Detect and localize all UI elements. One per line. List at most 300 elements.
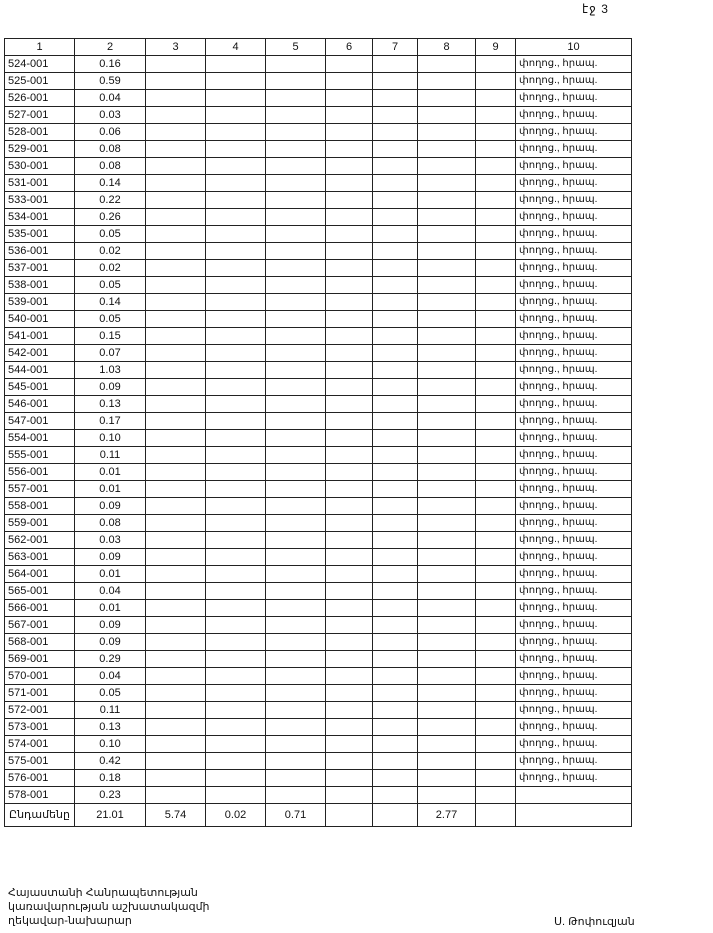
empty-cell-col-7 bbox=[373, 90, 418, 107]
empty-cell-col-7 bbox=[373, 719, 418, 736]
empty-cell-col-8 bbox=[418, 243, 476, 260]
total-col-6 bbox=[326, 804, 373, 827]
land-use-cell: փողոց., հրապ. bbox=[516, 209, 632, 226]
empty-cell-col-6 bbox=[326, 787, 373, 804]
table-row bbox=[5, 753, 632, 770]
empty-cell-col-5 bbox=[266, 175, 326, 192]
table-body bbox=[5, 56, 632, 804]
empty-cell-col-3 bbox=[146, 447, 206, 464]
total-col-9 bbox=[476, 804, 516, 827]
page-number: էջ 3 bbox=[582, 2, 609, 16]
empty-cell-col-3 bbox=[146, 498, 206, 515]
table-row bbox=[5, 345, 632, 362]
area-value-cell: 0.05 bbox=[75, 277, 146, 294]
land-use-cell: փողոց., հրապ. bbox=[516, 515, 632, 532]
empty-cell-col-3 bbox=[146, 668, 206, 685]
empty-cell-col-6 bbox=[326, 719, 373, 736]
table-row bbox=[5, 583, 632, 600]
area-value-cell: 0.03 bbox=[75, 107, 146, 124]
empty-cell-col-4 bbox=[206, 430, 266, 447]
empty-cell-col-4 bbox=[206, 56, 266, 73]
empty-cell-col-8 bbox=[418, 668, 476, 685]
table-row bbox=[5, 158, 632, 175]
empty-cell-col-4 bbox=[206, 685, 266, 702]
plot-code-cell: 568-001 bbox=[5, 634, 75, 651]
table-row bbox=[5, 328, 632, 345]
plot-code-cell: 557-001 bbox=[5, 481, 75, 498]
empty-cell-col-8 bbox=[418, 770, 476, 787]
empty-cell-col-5 bbox=[266, 515, 326, 532]
empty-cell-col-3 bbox=[146, 243, 206, 260]
header-row bbox=[5, 39, 632, 56]
table-row bbox=[5, 719, 632, 736]
plot-code-cell: 556-001 bbox=[5, 464, 75, 481]
empty-cell-col-3 bbox=[146, 73, 206, 90]
plot-code-cell: 540-001 bbox=[5, 311, 75, 328]
empty-cell-col-6 bbox=[326, 345, 373, 362]
empty-cell-col-5 bbox=[266, 464, 326, 481]
land-use-cell: փողոց., հրապ. bbox=[516, 226, 632, 243]
empty-cell-col-9 bbox=[476, 328, 516, 345]
land-use-cell: փողոց., հրապ. bbox=[516, 413, 632, 430]
table-row bbox=[5, 192, 632, 209]
empty-cell-col-9 bbox=[476, 566, 516, 583]
empty-cell-col-3 bbox=[146, 719, 206, 736]
empty-cell-col-7 bbox=[373, 685, 418, 702]
land-use-cell: փողոց., հրապ. bbox=[516, 175, 632, 192]
empty-cell-col-6 bbox=[326, 464, 373, 481]
plot-code-cell: 537-001 bbox=[5, 260, 75, 277]
empty-cell-col-4 bbox=[206, 192, 266, 209]
area-value-cell: 0.09 bbox=[75, 379, 146, 396]
empty-cell-col-4 bbox=[206, 515, 266, 532]
empty-cell-col-7 bbox=[373, 124, 418, 141]
empty-cell-col-9 bbox=[476, 294, 516, 311]
empty-cell-col-9 bbox=[476, 651, 516, 668]
empty-cell-col-8 bbox=[418, 328, 476, 345]
land-use-cell: փողոց., հրապ. bbox=[516, 685, 632, 702]
empty-cell-col-9 bbox=[476, 719, 516, 736]
footer-line-2: կառավարության աշխատակազմի bbox=[8, 901, 210, 913]
plot-code-cell: 529-001 bbox=[5, 141, 75, 158]
plot-code-cell: 539-001 bbox=[5, 294, 75, 311]
table-row bbox=[5, 277, 632, 294]
empty-cell-col-3 bbox=[146, 634, 206, 651]
empty-cell-col-8 bbox=[418, 498, 476, 515]
plot-code-cell: 526-001 bbox=[5, 90, 75, 107]
empty-cell-col-3 bbox=[146, 481, 206, 498]
empty-cell-col-7 bbox=[373, 226, 418, 243]
area-value-cell: 0.11 bbox=[75, 447, 146, 464]
empty-cell-col-6 bbox=[326, 685, 373, 702]
empty-cell-col-4 bbox=[206, 209, 266, 226]
empty-cell-col-8 bbox=[418, 107, 476, 124]
plot-code-cell: 576-001 bbox=[5, 770, 75, 787]
empty-cell-col-7 bbox=[373, 583, 418, 600]
col-header-10: 10 bbox=[516, 39, 632, 56]
empty-cell-col-8 bbox=[418, 209, 476, 226]
empty-cell-col-8 bbox=[418, 277, 476, 294]
empty-cell-col-7 bbox=[373, 209, 418, 226]
empty-cell-col-5 bbox=[266, 73, 326, 90]
empty-cell-col-4 bbox=[206, 124, 266, 141]
empty-cell-col-7 bbox=[373, 175, 418, 192]
area-value-cell: 0.08 bbox=[75, 141, 146, 158]
plot-code-cell: 541-001 bbox=[5, 328, 75, 345]
empty-cell-col-3 bbox=[146, 430, 206, 447]
empty-cell-col-9 bbox=[476, 702, 516, 719]
area-value-cell: 0.05 bbox=[75, 311, 146, 328]
empty-cell-col-3 bbox=[146, 515, 206, 532]
empty-cell-col-8 bbox=[418, 549, 476, 566]
land-use-cell: փողոց., հրապ. bbox=[516, 651, 632, 668]
plot-code-cell: 567-001 bbox=[5, 617, 75, 634]
land-use-cell: փողոց., հրապ. bbox=[516, 192, 632, 209]
empty-cell-col-3 bbox=[146, 651, 206, 668]
empty-cell-col-9 bbox=[476, 787, 516, 804]
land-use-cell: փողոց., հրապ. bbox=[516, 141, 632, 158]
table-row bbox=[5, 668, 632, 685]
empty-cell-col-8 bbox=[418, 379, 476, 396]
table-row bbox=[5, 634, 632, 651]
empty-cell-col-8 bbox=[418, 73, 476, 90]
empty-cell-col-5 bbox=[266, 243, 326, 260]
empty-cell-col-6 bbox=[326, 668, 373, 685]
empty-cell-col-5 bbox=[266, 362, 326, 379]
table-row bbox=[5, 56, 632, 73]
empty-cell-col-9 bbox=[476, 277, 516, 294]
empty-cell-col-8 bbox=[418, 294, 476, 311]
empty-cell-col-6 bbox=[326, 430, 373, 447]
empty-cell-col-9 bbox=[476, 56, 516, 73]
empty-cell-col-7 bbox=[373, 447, 418, 464]
plot-code-cell: 564-001 bbox=[5, 566, 75, 583]
plot-code-cell: 574-001 bbox=[5, 736, 75, 753]
area-value-cell: 0.09 bbox=[75, 549, 146, 566]
area-value-cell: 0.14 bbox=[75, 294, 146, 311]
empty-cell-col-3 bbox=[146, 226, 206, 243]
area-value-cell: 0.10 bbox=[75, 430, 146, 447]
empty-cell-col-9 bbox=[476, 736, 516, 753]
empty-cell-col-5 bbox=[266, 158, 326, 175]
total-col-4: 0.02 bbox=[206, 804, 266, 827]
empty-cell-col-3 bbox=[146, 702, 206, 719]
empty-cell-col-4 bbox=[206, 736, 266, 753]
table-row bbox=[5, 141, 632, 158]
empty-cell-col-7 bbox=[373, 396, 418, 413]
empty-cell-col-9 bbox=[476, 634, 516, 651]
total-col-3: 5.74 bbox=[146, 804, 206, 827]
empty-cell-col-5 bbox=[266, 753, 326, 770]
land-use-cell: փողոց., հրապ. bbox=[516, 719, 632, 736]
empty-cell-col-9 bbox=[476, 583, 516, 600]
empty-cell-col-4 bbox=[206, 634, 266, 651]
empty-cell-col-8 bbox=[418, 515, 476, 532]
empty-cell-col-9 bbox=[476, 498, 516, 515]
plot-code-cell: 542-001 bbox=[5, 345, 75, 362]
land-use-cell: փողոց., հրապ. bbox=[516, 464, 632, 481]
empty-cell-col-7 bbox=[373, 243, 418, 260]
empty-cell-col-6 bbox=[326, 73, 373, 90]
empty-cell-col-6 bbox=[326, 617, 373, 634]
empty-cell-col-5 bbox=[266, 447, 326, 464]
table-row bbox=[5, 260, 632, 277]
col-header-3: 3 bbox=[146, 39, 206, 56]
empty-cell-col-4 bbox=[206, 243, 266, 260]
empty-cell-col-5 bbox=[266, 141, 326, 158]
empty-cell-col-4 bbox=[206, 719, 266, 736]
table-row bbox=[5, 90, 632, 107]
empty-cell-col-6 bbox=[326, 260, 373, 277]
area-value-cell: 0.14 bbox=[75, 175, 146, 192]
empty-cell-col-5 bbox=[266, 583, 326, 600]
empty-cell-col-4 bbox=[206, 158, 266, 175]
plot-code-cell: 571-001 bbox=[5, 685, 75, 702]
empty-cell-col-4 bbox=[206, 294, 266, 311]
land-use-cell: փողոց., հրապ. bbox=[516, 617, 632, 634]
empty-cell-col-7 bbox=[373, 668, 418, 685]
area-value-cell: 0.01 bbox=[75, 481, 146, 498]
empty-cell-col-3 bbox=[146, 464, 206, 481]
empty-cell-col-9 bbox=[476, 549, 516, 566]
land-use-cell: փողոց., հրապ. bbox=[516, 736, 632, 753]
empty-cell-col-6 bbox=[326, 243, 373, 260]
empty-cell-col-7 bbox=[373, 294, 418, 311]
table-row bbox=[5, 107, 632, 124]
land-use-cell: փողոց., հրապ. bbox=[516, 311, 632, 328]
empty-cell-col-9 bbox=[476, 141, 516, 158]
empty-cell-col-8 bbox=[418, 141, 476, 158]
empty-cell-col-8 bbox=[418, 396, 476, 413]
empty-cell-col-6 bbox=[326, 447, 373, 464]
area-value-cell: 0.02 bbox=[75, 243, 146, 260]
empty-cell-col-5 bbox=[266, 345, 326, 362]
plot-code-cell: 534-001 bbox=[5, 209, 75, 226]
empty-cell-col-8 bbox=[418, 753, 476, 770]
table-row bbox=[5, 175, 632, 192]
empty-cell-col-8 bbox=[418, 566, 476, 583]
empty-cell-col-7 bbox=[373, 481, 418, 498]
land-use-cell: փողոց., հրապ. bbox=[516, 396, 632, 413]
empty-cell-col-3 bbox=[146, 379, 206, 396]
plot-code-cell: 555-001 bbox=[5, 447, 75, 464]
table-row bbox=[5, 685, 632, 702]
empty-cell-col-9 bbox=[476, 362, 516, 379]
empty-cell-col-5 bbox=[266, 430, 326, 447]
empty-cell-col-7 bbox=[373, 158, 418, 175]
plot-code-cell: 578-001 bbox=[5, 787, 75, 804]
empty-cell-col-5 bbox=[266, 685, 326, 702]
land-use-cell: փողոց., հրապ. bbox=[516, 243, 632, 260]
empty-cell-col-7 bbox=[373, 651, 418, 668]
empty-cell-col-3 bbox=[146, 362, 206, 379]
plot-code-cell: 524-001 bbox=[5, 56, 75, 73]
land-use-cell: փողոց., հրապ. bbox=[516, 124, 632, 141]
area-value-cell: 0.03 bbox=[75, 532, 146, 549]
land-use-cell: փողոց., հրապ. bbox=[516, 532, 632, 549]
empty-cell-col-9 bbox=[476, 226, 516, 243]
empty-cell-col-6 bbox=[326, 566, 373, 583]
empty-cell-col-5 bbox=[266, 328, 326, 345]
empty-cell-col-6 bbox=[326, 311, 373, 328]
empty-cell-col-4 bbox=[206, 328, 266, 345]
table-row bbox=[5, 226, 632, 243]
empty-cell-col-8 bbox=[418, 702, 476, 719]
empty-cell-col-6 bbox=[326, 515, 373, 532]
plot-code-cell: 554-001 bbox=[5, 430, 75, 447]
empty-cell-col-4 bbox=[206, 311, 266, 328]
empty-cell-col-5 bbox=[266, 396, 326, 413]
area-value-cell: 1.03 bbox=[75, 362, 146, 379]
plot-code-cell: 563-001 bbox=[5, 549, 75, 566]
empty-cell-col-9 bbox=[476, 107, 516, 124]
empty-cell-col-8 bbox=[418, 226, 476, 243]
col-header-6: 6 bbox=[326, 39, 373, 56]
empty-cell-col-5 bbox=[266, 549, 326, 566]
area-value-cell: 0.11 bbox=[75, 702, 146, 719]
empty-cell-col-7 bbox=[373, 260, 418, 277]
land-use-cell: փողոց., հրապ. bbox=[516, 702, 632, 719]
area-value-cell: 0.08 bbox=[75, 515, 146, 532]
empty-cell-col-8 bbox=[418, 175, 476, 192]
empty-cell-col-7 bbox=[373, 277, 418, 294]
signatory-name: Ս. Թոփուզյան bbox=[554, 916, 635, 928]
total-col-2: 21.01 bbox=[75, 804, 146, 827]
empty-cell-col-8 bbox=[418, 345, 476, 362]
empty-cell-col-4 bbox=[206, 668, 266, 685]
empty-cell-col-4 bbox=[206, 345, 266, 362]
area-value-cell: 0.01 bbox=[75, 600, 146, 617]
table-row bbox=[5, 600, 632, 617]
empty-cell-col-8 bbox=[418, 651, 476, 668]
area-value-cell: 0.06 bbox=[75, 124, 146, 141]
plot-code-cell: 573-001 bbox=[5, 719, 75, 736]
empty-cell-col-4 bbox=[206, 600, 266, 617]
empty-cell-col-7 bbox=[373, 770, 418, 787]
total-col-5: 0.71 bbox=[266, 804, 326, 827]
plot-code-cell: 575-001 bbox=[5, 753, 75, 770]
empty-cell-col-5 bbox=[266, 498, 326, 515]
plot-code-cell: 530-001 bbox=[5, 158, 75, 175]
empty-cell-col-9 bbox=[476, 243, 516, 260]
empty-cell-col-4 bbox=[206, 379, 266, 396]
empty-cell-col-7 bbox=[373, 73, 418, 90]
empty-cell-col-6 bbox=[326, 651, 373, 668]
empty-cell-col-5 bbox=[266, 124, 326, 141]
empty-cell-col-7 bbox=[373, 515, 418, 532]
land-use-cell: փողոց., հրապ. bbox=[516, 260, 632, 277]
empty-cell-col-5 bbox=[266, 209, 326, 226]
empty-cell-col-7 bbox=[373, 328, 418, 345]
land-use-cell: փողոց., հրապ. bbox=[516, 158, 632, 175]
empty-cell-col-4 bbox=[206, 770, 266, 787]
area-value-cell: 0.29 bbox=[75, 651, 146, 668]
empty-cell-col-7 bbox=[373, 498, 418, 515]
empty-cell-col-6 bbox=[326, 141, 373, 158]
empty-cell-col-5 bbox=[266, 107, 326, 124]
empty-cell-col-7 bbox=[373, 345, 418, 362]
empty-cell-col-9 bbox=[476, 617, 516, 634]
empty-cell-col-7 bbox=[373, 702, 418, 719]
signature-title-block bbox=[8, 886, 210, 928]
empty-cell-col-5 bbox=[266, 277, 326, 294]
table-row bbox=[5, 787, 632, 804]
table-row bbox=[5, 362, 632, 379]
empty-cell-col-3 bbox=[146, 753, 206, 770]
empty-cell-col-4 bbox=[206, 753, 266, 770]
empty-cell-col-6 bbox=[326, 481, 373, 498]
empty-cell-col-6 bbox=[326, 124, 373, 141]
empty-cell-col-3 bbox=[146, 328, 206, 345]
col-header-7: 7 bbox=[373, 39, 418, 56]
footer-line-3: ղեկավար-նախարար bbox=[8, 915, 132, 927]
empty-cell-col-5 bbox=[266, 719, 326, 736]
footer-line-1: Հայաստանի Հանրապետության bbox=[8, 887, 198, 899]
plot-code-cell: 531-001 bbox=[5, 175, 75, 192]
total-col-7 bbox=[373, 804, 418, 827]
empty-cell-col-3 bbox=[146, 566, 206, 583]
empty-cell-col-5 bbox=[266, 600, 326, 617]
land-use-cell: փողոց., հրապ. bbox=[516, 566, 632, 583]
table-row bbox=[5, 464, 632, 481]
table-row bbox=[5, 651, 632, 668]
empty-cell-col-3 bbox=[146, 90, 206, 107]
empty-cell-col-6 bbox=[326, 736, 373, 753]
empty-cell-col-4 bbox=[206, 277, 266, 294]
empty-cell-col-8 bbox=[418, 634, 476, 651]
empty-cell-col-7 bbox=[373, 617, 418, 634]
total-label: Ընդամենը bbox=[5, 804, 75, 827]
empty-cell-col-4 bbox=[206, 73, 266, 90]
area-value-cell: 0.13 bbox=[75, 719, 146, 736]
empty-cell-col-4 bbox=[206, 107, 266, 124]
land-use-cell: փողոց., հրապ. bbox=[516, 770, 632, 787]
empty-cell-col-9 bbox=[476, 396, 516, 413]
empty-cell-col-9 bbox=[476, 685, 516, 702]
empty-cell-col-9 bbox=[476, 311, 516, 328]
empty-cell-col-6 bbox=[326, 413, 373, 430]
empty-cell-col-5 bbox=[266, 634, 326, 651]
empty-cell-col-8 bbox=[418, 90, 476, 107]
area-value-cell: 0.01 bbox=[75, 464, 146, 481]
col-header-1: 1 bbox=[5, 39, 75, 56]
empty-cell-col-5 bbox=[266, 226, 326, 243]
empty-cell-col-6 bbox=[326, 175, 373, 192]
area-value-cell: 0.04 bbox=[75, 668, 146, 685]
land-use-cell: փողոց., հրապ. bbox=[516, 345, 632, 362]
empty-cell-col-9 bbox=[476, 515, 516, 532]
empty-cell-col-5 bbox=[266, 311, 326, 328]
table-row bbox=[5, 124, 632, 141]
plot-code-cell: 544-001 bbox=[5, 362, 75, 379]
empty-cell-col-5 bbox=[266, 260, 326, 277]
area-value-cell: 0.18 bbox=[75, 770, 146, 787]
empty-cell-col-6 bbox=[326, 600, 373, 617]
empty-cell-col-3 bbox=[146, 345, 206, 362]
empty-cell-col-9 bbox=[476, 90, 516, 107]
area-value-cell: 0.05 bbox=[75, 685, 146, 702]
empty-cell-col-4 bbox=[206, 787, 266, 804]
empty-cell-col-7 bbox=[373, 464, 418, 481]
empty-cell-col-7 bbox=[373, 787, 418, 804]
empty-cell-col-8 bbox=[418, 260, 476, 277]
empty-cell-col-6 bbox=[326, 328, 373, 345]
table-row bbox=[5, 549, 632, 566]
empty-cell-col-5 bbox=[266, 294, 326, 311]
area-value-cell: 0.05 bbox=[75, 226, 146, 243]
empty-cell-col-4 bbox=[206, 447, 266, 464]
empty-cell-col-5 bbox=[266, 192, 326, 209]
